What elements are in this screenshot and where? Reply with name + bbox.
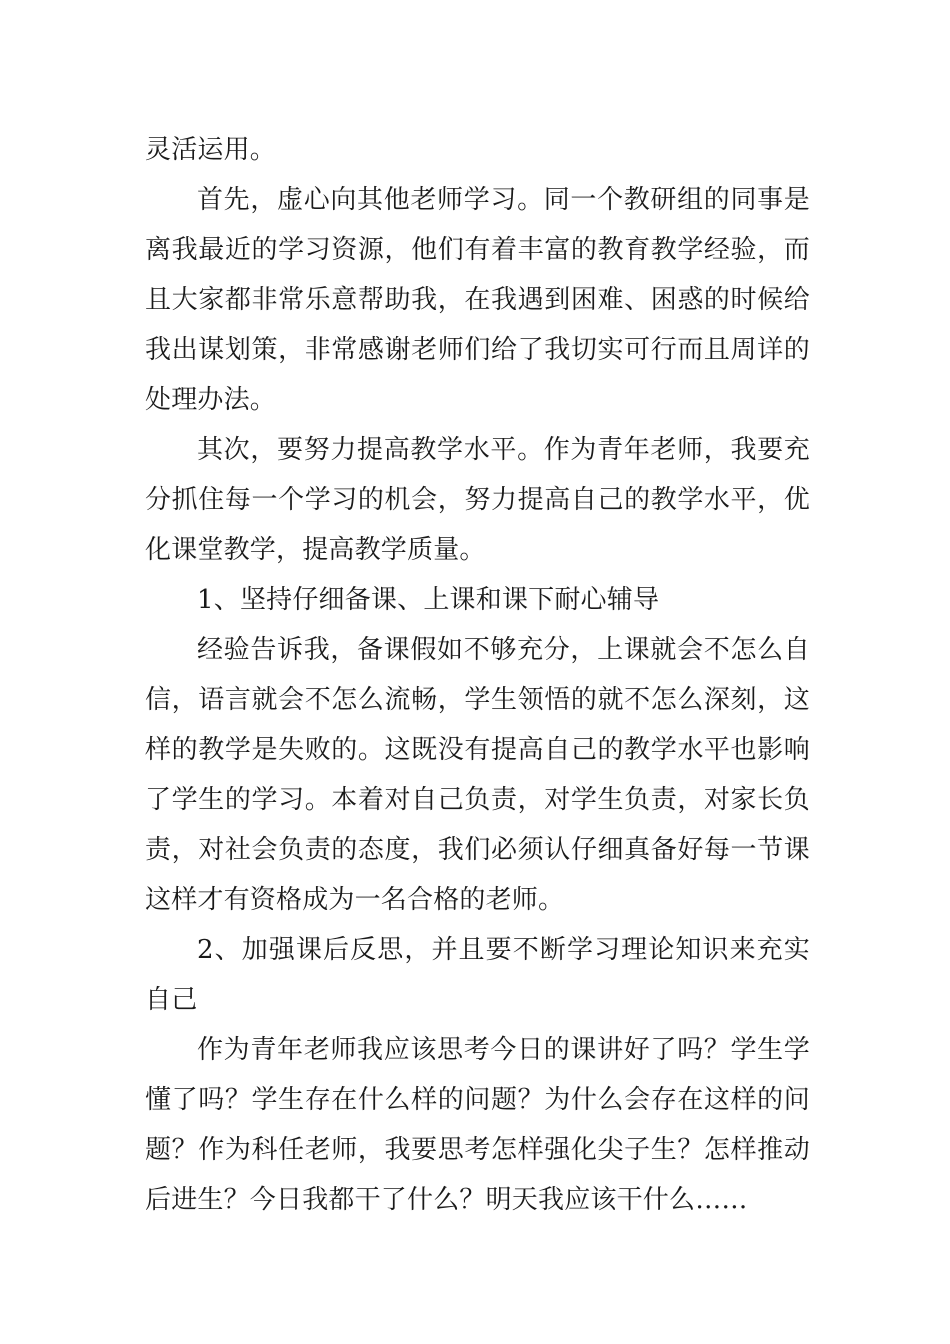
heading-item-1: 1、坚持仔细备课、上课和课下耐心辅导 bbox=[197, 585, 660, 615]
paragraph-learn-from-teachers: 首先，虚心向其他老师学习。同一个教研组的同事是离我最近的学习资源，他们有着丰富的教育教学经验，而且大家都非常乐意帮助我，在我遇到困难、困惑的时候给我出谋划策，非常感谢老师们给了我切实可行而且周详的处理办法。 bbox=[145, 185, 810, 415]
paragraph-lesson-preparation: 经验告诉我，备课假如不够充分，上课就会不怎么自信，语言就会不怎么流畅，学生领悟的就不怎么深刻，这样的教学是失败的。这既没有提高自己的教学水平也影响了学生的学习。本着对自己负责，对学生负责，对家长负责，对社会负责的态度，我们必须认仔细真备好每一节课这样才有资格成为一名合格的老师。 bbox=[145, 635, 810, 915]
heading-item-2: 2、加强课后反思，并且要不断学习理论知识来充实自己 bbox=[145, 935, 810, 1015]
paragraph-reflection: 作为青年老师我应该思考今日的课讲好了吗？学生学懂了吗？学生存在什么样的问题？为什么会存在这样的问题？作为科任老师，我要思考怎样强化尖子生？怎样推动后进生？今日我都干了什么？明天我应该干什么…… bbox=[145, 1035, 810, 1215]
document-body bbox=[145, 125, 810, 1225]
paragraph-continuation: 灵活运用。 bbox=[145, 135, 277, 165]
paragraph-improve-teaching: 其次，要努力提高教学水平。作为青年老师，我要充分抓住每一个学习的机会，努力提高自己的教学水平，优化课堂教学，提高教学质量。 bbox=[145, 435, 810, 565]
